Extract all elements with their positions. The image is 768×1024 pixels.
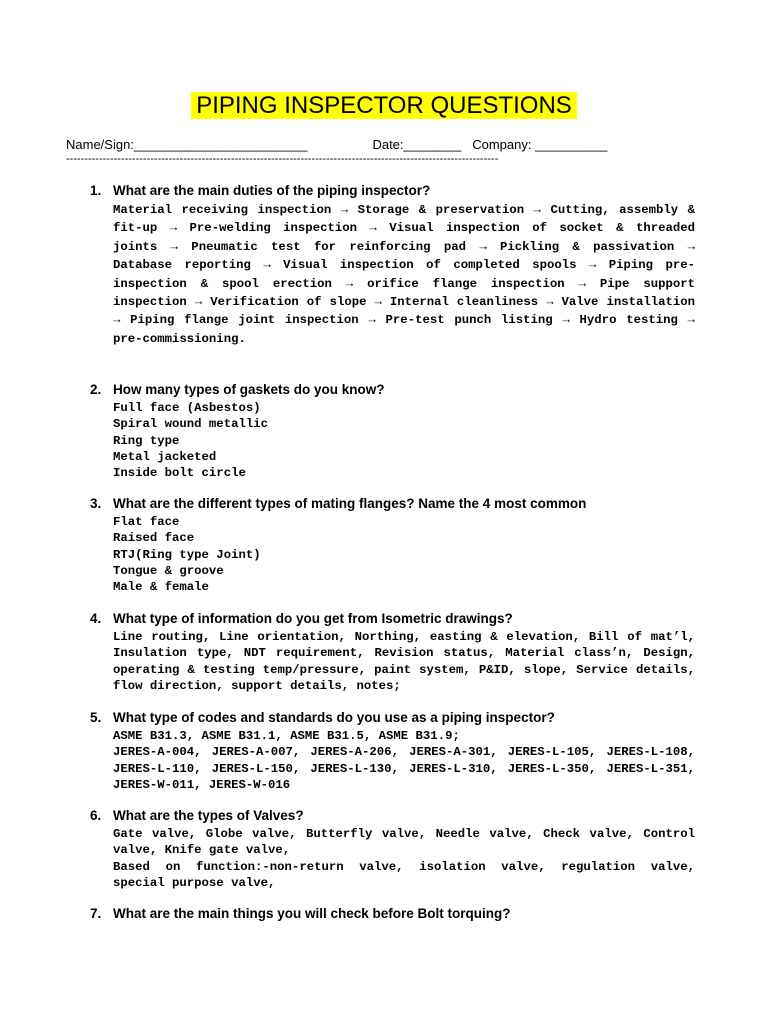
page-title: PIPING INSPECTOR QUESTIONS xyxy=(0,92,768,120)
question-4: 4. What type of information do you get from Isometric drawings? Line routing, Line orientation, Northing, easting & elevation, Bill of mat’l, Insulation type, NDT requirement, Revision status, Material class’n, Design, operating & testing temp/pressure, paint system, P&ID, slope, Service details, flow direction, support details, notes; xyxy=(90,611,695,693)
question-6: 6. What are the types of Valves? Gate valve, Globe valve, Butterfly valve, Needle valve, Check valve, Control valve, Knife gate valve, Based on function:-non-return valve, isolation valve, regulation valve, special purpose valve, xyxy=(90,808,695,890)
question-3: 3. What are the different types of mating flanges? Name the 4 most common Flat face Raised face RTJ(Ring type Joint) Tongue & groove Male & female xyxy=(90,496,587,595)
question-2: 2. How many types of gaskets do you know? Full face (Asbestos) Spiral wound metallic Ring type Metal jacketed Inside bolt circle xyxy=(90,382,385,481)
question-7: 7. What are the main things you will check before Bolt torquing? xyxy=(90,906,511,921)
header-fields: Name/Sign:________________________ Date:________ Company: __________ xyxy=(66,137,608,152)
question-5: 5. What type of codes and standards do you use as a piping inspector? ASME B31.3, ASME B31.1, ASME B31.5, ASME B31.9; JERES-A-004, JERES-A-007, JERES-A-206, JERES-A-301, JERES-L-105, JERES-L-108, JERES-L-110, JERES-L-150, JERES-L-130, JERES-L-310, JERES-L-350, JERES-L-351, JERES-W-011, JERES-W-016 xyxy=(90,710,695,792)
question-1: 1. What are the main duties of the piping inspector? Material receiving inspection → Storage & preservation → Cutting, assembly & fit-up → Pre-welding inspection → Visual inspection of socket & threaded joints → Pneumatic test for reinforcing pad → Pickling & passivation → Database reporting → Visual inspection of completed spools → Piping pre-inspection & spool erection → orifice flange inspection → Pipe support inspection → Verification of slope → Internal cleanliness → Valve installation → Piping flange joint inspection → Pre-test punch listing → Hydro testing → pre-commissioning. xyxy=(90,183,695,346)
divider: ---------------------------------------------------------------------------------------------------------------------- xyxy=(66,153,499,165)
